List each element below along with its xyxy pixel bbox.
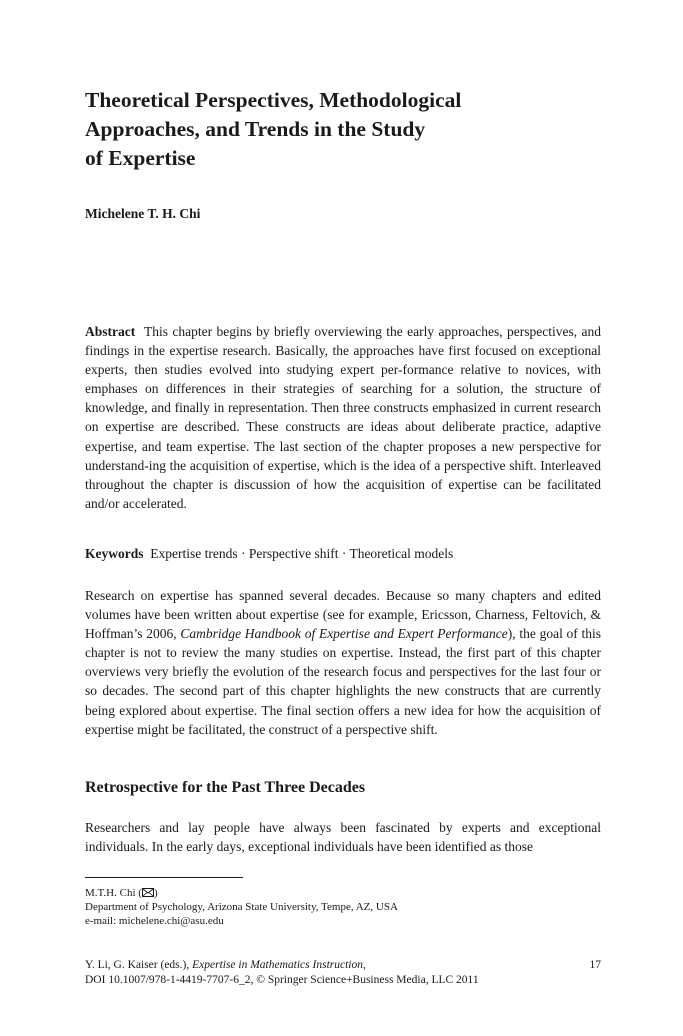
citation-line-1: Y. Li, G. Kaiser (eds.), Expertise in Mathematics Instruction, [85, 959, 366, 971]
chapter-title [85, 86, 601, 173]
footnote-affiliation: Department of Psychology, Arizona State University, Tempe, AZ, USA [85, 901, 398, 913]
author-name: Michelene T. H. Chi [85, 206, 201, 221]
intro-text-start: Research on expertise has spanned several decades. Because so many chapters and edited volumes have been written about expertise (see for example, Ericsson, Charness, Feltovich, & Hoffman’s 2006, [85, 588, 601, 642]
paper-page [85, 0, 601, 1036]
footnote-author: M.T.H. Chi ( ) [85, 887, 158, 899]
footnote-email: e-mail: michelene.chi@asu.edu [85, 915, 224, 927]
page-number: 17 [589, 959, 601, 971]
section-paragraph: Researchers and lay people have always been fascinated by experts and exceptional individuals. In the early days, exceptional individuals have been identified as those [85, 820, 601, 855]
intro-paragraph [85, 586, 601, 739]
section-heading: Retrospective for the Past Three Decades [85, 779, 366, 796]
footnote-rule [85, 877, 243, 878]
abstract-label: Abstract [85, 324, 136, 339]
keywords [85, 544, 601, 563]
intro-text-end: ), the goal of this chapter is not to review the many studies on expertise. Instead, the first part of this chapter overviews very briefly the evolution of the research focus and perspectives for the last four or so decades. The second part of this chapter highlights the new constructs that are currently being explored about expertise. The final section offers a new idea for how the acquisition of expertise might be facilitated, the construct of a perspective shift. [85, 626, 602, 737]
abstract [85, 322, 601, 513]
handbook-title: Cambridge Handbook of Expertise and Expert Performance [180, 626, 508, 642]
citation-doi: DOI 10.1007/978-1-4419-7707-6_2, © Springer Science+Business Media, LLC 2011 [85, 974, 479, 986]
footnote [85, 886, 601, 928]
abstract-text: This chapter begins by briefly overviewing the early approaches, perspectives, and findings in the expertise research. Basically, the approaches have first focused on exceptional experts, then studies evolved into studying expert per-formance relative to novices, with emphases on differences in their strategies of searching for a solution, the structure of knowledge, and finally in representation. Then three constructs emphasized in current research on expertise are described. These constructs are ideas about deliberate practice, adaptive expertise, and team expertise. The last section of the chapter proposes a new perspective for understand-ing the acquisition of expertise, which is the idea of a perspective shift. Interleaved throughout the chapter is discussion of how the acquisition of expertise can be facilitated and/or accelerated. [85, 324, 601, 511]
title-line-1: Theoretical Perspectives, Methodological [85, 88, 462, 112]
keywords-label: Keywords [85, 546, 144, 561]
envelope-icon [142, 888, 154, 897]
citation-footer [85, 958, 601, 988]
title-line-3: of Expertise [85, 146, 196, 170]
book-title: Expertise in Mathematics Instruction [192, 959, 363, 971]
title-line-2: Approaches, and Trends in the Study [85, 117, 426, 141]
keywords-text: Expertise trends · Perspective shift · Theoretical models [150, 546, 454, 561]
